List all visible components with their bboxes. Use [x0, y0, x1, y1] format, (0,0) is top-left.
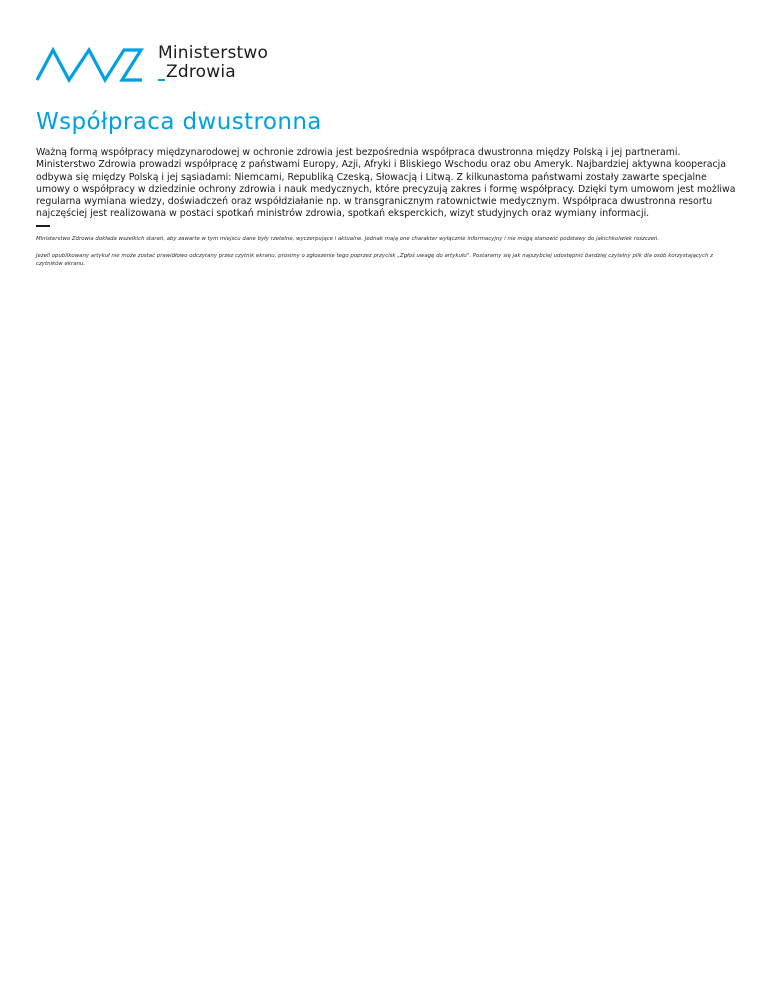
- logo-line-ministerstwo: Ministerstwo: [158, 43, 269, 63]
- separator-line: [36, 225, 50, 227]
- disclaimer-text: Ministerstwo Zdrowia dokłada wszelkich starań, aby zawarte w tym miejscu dane były rzetelne, wyczerpujące i aktualne. Jednak mają one charakter wyłącznie informacyjny i nie mogą stanowić podstawy do jakichkolwiek roszczeń.: [36, 236, 660, 242]
- accessibility-note: Jeżeli opublikowany artykuł nie może zostać prawidłowo odczytany przez czytnik ekranu, prosimy o zgłoszenie tego poprzez przycisk „Zgłoś uwagę do artykułu". Postaramy się jak najszybciej udostępnić bardziej czytelny plik dla osób korzystających z czytników ekranu.: [36, 253, 713, 267]
- logo-line-zdrowia-wrapper: [158, 63, 288, 82]
- ministry-logo[interactable]: [36, 44, 286, 84]
- logo-line-zdrowia: Zdrowia: [166, 62, 236, 82]
- article-body: Ważną formą współpracy międzynarodowej w ochronie zdrowia jest bezpośrednia współpraca dwustronna między Polską i jej partnerami. Ministerstwo Zdrowia prowadzi współpracę z państwami Europy, Azji, Afryki i Bliskiego Wschodu oraz obu Ameryk. Najbardziej aktywna kooperacja odbywa się między Polską i jej sąsiadami: Niemcami, Republiką Czeską, Słowacją i Litwą. Z kilkunastoma państwami zostały zawarte specjalne umowy o współpracy w dziedzinie ochrony zdrowia i nauk medycznych, które precyzują zakres i formę współpracy. Dzięki tym umowom jest możliwa regularna wymiana wiedzy, doświadczeń oraz współdziałanie np. w transgranicznym ratownictwie medycznym. Współpraca dwustronna resortu najczęściej jest realizowana w postaci spotkań ministrów zdrowia, spotkań eksperckich, wizyt studyjnych oraz wymiany informacji.: [36, 147, 736, 220]
- ministry-logo-text: [158, 44, 288, 82]
- ministry-logo-mark-icon: [36, 44, 156, 84]
- page-title: Współpraca dwustronna: [36, 109, 322, 135]
- logo-accent-dash: [158, 79, 165, 81]
